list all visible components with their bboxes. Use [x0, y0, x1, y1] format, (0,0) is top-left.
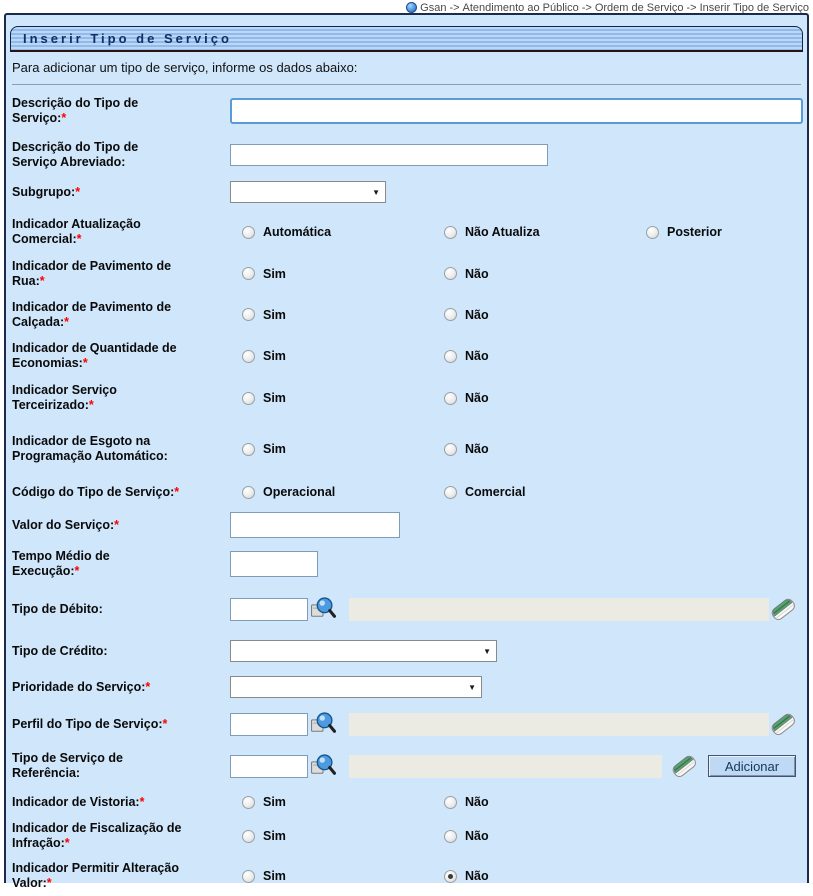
indicador-pavimento-rua-option-1[interactable]	[432, 267, 634, 281]
radio-option-label: Sim	[263, 829, 286, 843]
radio-option-label: Não	[465, 829, 489, 843]
prioridade-servico-label	[12, 680, 230, 695]
form-row-indicador-fiscalizacao-infracao	[12, 816, 803, 856]
radio-button[interactable]	[444, 308, 457, 321]
indicador-pavimento-calcada-controls	[230, 308, 803, 322]
chevron-down-icon: ▼	[372, 187, 380, 197]
breadcrumb-link[interactable]: Atendimento ao Público	[462, 1, 579, 13]
indicador-servico-terceirizado-option-1[interactable]	[432, 391, 634, 405]
radio-option-label: Posterior	[667, 225, 722, 239]
form-row-indicador-esgoto-programacao-automatico	[12, 428, 803, 470]
prioridade-servico-select[interactable]	[230, 676, 482, 698]
radio-button[interactable]	[646, 226, 659, 239]
tempo-medio-execucao-controls	[230, 551, 803, 577]
breadcrumb-link[interactable]: Ordem de Serviço	[594, 1, 684, 13]
label-line: Indicador Permitir Alteração	[12, 861, 179, 876]
magnifier-icon[interactable]	[310, 711, 336, 737]
radio-option-label: Sim	[263, 349, 286, 363]
breadcrumb-separator: ->	[449, 1, 460, 13]
indicador-quantidade-economias-option-0[interactable]	[230, 349, 432, 363]
indicador-servico-terceirizado-controls	[230, 391, 803, 405]
label-line: Tipo de Débito:	[12, 601, 103, 616]
magnifier-icon[interactable]	[310, 753, 336, 779]
indicador-esgoto-programacao-automatico-option-0[interactable]	[230, 442, 432, 456]
indicador-vistoria-controls	[230, 795, 803, 809]
form-row-subgrupo	[12, 177, 803, 207]
eraser-icon[interactable]	[769, 596, 797, 622]
radio-button[interactable]	[444, 267, 457, 280]
indicador-servico-terceirizado-label	[12, 383, 230, 413]
label-line: Indicador Serviço	[12, 383, 117, 398]
tempo-medio-execucao-label	[12, 549, 230, 579]
codigo-tipo-servico-controls	[230, 485, 803, 499]
form-row-descricao-tipo-servico	[12, 89, 803, 133]
radio-button[interactable]	[444, 830, 457, 843]
label-line: Indicador de Fiscalização de	[12, 821, 182, 836]
required-marker: *	[88, 398, 94, 412]
label-line: Indicador Atualização	[12, 217, 141, 232]
radio-option-label: Não Atualiza	[465, 225, 540, 239]
form-row-tipo-credito	[12, 634, 803, 668]
label-line: Execução:	[12, 564, 75, 578]
subgrupo-controls	[230, 181, 803, 203]
chevron-down-icon: ▼	[468, 682, 476, 692]
intro-text: Para adicionar um tipo de serviço, informe os dados abaixo:	[12, 60, 358, 75]
label-line: Código do Tipo de Serviço:	[12, 484, 175, 499]
form-row-indicador-atualizacao-comercial	[12, 211, 803, 253]
label-line: Serviço:	[12, 111, 62, 125]
indicador-permitir-alteracao-valor-option-1[interactable]	[432, 869, 634, 883]
radio-option-label: Automática	[263, 225, 332, 239]
required-marker: *	[174, 484, 180, 499]
indicador-quantidade-economias-option-1[interactable]	[432, 349, 634, 363]
indicador-fiscalizacao-infracao-label	[12, 821, 230, 851]
form	[6, 85, 807, 896]
eraser-icon[interactable]	[769, 711, 797, 737]
indicador-permitir-alteracao-valor-label	[12, 861, 230, 891]
form-row-indicador-servico-terceirizado	[12, 377, 803, 419]
required-marker: *	[75, 184, 81, 199]
codigo-tipo-servico-option-0[interactable]	[230, 485, 432, 499]
label-line: Infração:	[12, 836, 65, 850]
form-row-indicador-quantidade-economias	[12, 335, 803, 377]
label-line: Indicador de Vistoria:	[12, 794, 140, 809]
radio-option-label: Não	[465, 795, 489, 809]
indicador-pavimento-rua-option-0[interactable]	[230, 267, 432, 281]
descricao-tipo-servico-label	[12, 96, 230, 126]
radio-option-label: Operacional	[263, 485, 336, 499]
required-marker: *	[46, 876, 52, 890]
prioridade-servico-controls	[230, 676, 803, 698]
indicador-permitir-alteracao-valor-option-0[interactable]	[230, 869, 432, 883]
form-row-tipo-debito	[12, 590, 803, 628]
required-marker: *	[114, 517, 119, 532]
required-marker: *	[145, 679, 151, 694]
required-marker: *	[64, 314, 69, 329]
label-line: Indicador de Pavimento de	[12, 258, 172, 273]
required-marker: *	[61, 111, 67, 125]
chevron-down-icon: ▼	[483, 646, 491, 656]
label-line: Subgrupo:	[12, 184, 76, 199]
indicador-atualizacao-comercial-option-1[interactable]	[432, 225, 634, 239]
descricao-tipo-servico-input[interactable]	[230, 98, 803, 124]
breadcrumb-separator: ->	[686, 1, 697, 13]
breadcrumb-link[interactable]: Gsan	[420, 1, 447, 13]
radio-option-label: Não	[465, 349, 489, 363]
radio-option-label: Comercial	[465, 485, 526, 499]
indicador-vistoria-label	[12, 795, 230, 810]
breadcrumb-separator: ->	[581, 1, 592, 13]
descricao-tipo-servico-abreviado-input[interactable]	[230, 144, 548, 166]
radio-option-label: Não	[465, 442, 489, 456]
tipo-servico-referencia-code-input[interactable]	[230, 755, 308, 778]
form-row-codigo-tipo-servico	[12, 477, 803, 507]
form-row-indicador-pavimento-calcada	[12, 294, 803, 335]
required-marker: *	[64, 836, 70, 850]
descricao-tipo-servico-abreviado-controls	[230, 144, 803, 166]
tipo-debito-controls	[230, 596, 803, 622]
magnifier-icon[interactable]	[310, 596, 336, 622]
label-line: Serviço Abreviado:	[12, 155, 126, 169]
codigo-tipo-servico-option-1[interactable]	[432, 485, 634, 499]
label-line: Indicador de Quantidade de	[12, 341, 177, 356]
label-line: Referência:	[12, 766, 81, 780]
radio-button[interactable]	[242, 350, 255, 363]
label-line: Perfil do Tipo de Serviço:	[12, 716, 163, 731]
radio-button[interactable]	[444, 392, 457, 405]
breadcrumb-link[interactable]: Inserir Tipo de Serviço	[699, 1, 809, 13]
indicador-permitir-alteracao-valor-controls	[230, 869, 803, 883]
label-line: Valor:	[12, 876, 47, 890]
radio-option-label: Não	[465, 266, 489, 281]
indicador-quantidade-economias-label	[12, 341, 230, 371]
main-panel	[4, 13, 809, 890]
radio-button[interactable]	[242, 392, 255, 405]
form-row-prioridade-servico	[12, 670, 803, 704]
descricao-tipo-servico-controls	[230, 98, 803, 124]
radio-button[interactable]	[444, 443, 457, 456]
radio-button[interactable]	[242, 226, 255, 239]
indicador-fiscalizacao-infracao-option-1[interactable]	[432, 829, 634, 843]
breadcrumb-trail	[406, 2, 809, 14]
form-row-indicador-vistoria	[12, 788, 803, 816]
label-line: Indicador de Pavimento de	[12, 299, 172, 314]
form-row-indicador-pavimento-rua	[12, 253, 803, 294]
radio-button[interactable]	[444, 870, 457, 883]
label-line: Rua:	[12, 273, 40, 288]
indicador-atualizacao-comercial-label	[12, 217, 230, 247]
valor-servico-input[interactable]	[230, 512, 400, 538]
radio-option-label: Sim	[263, 391, 286, 405]
indicador-pavimento-calcada-option-1[interactable]	[432, 308, 634, 322]
radio-option-label: Não	[465, 391, 489, 405]
tipo-debito-label	[12, 602, 230, 617]
label-line: Prioridade do Serviço:	[12, 679, 146, 694]
required-marker: *	[139, 794, 145, 809]
tipo-debito-code-input[interactable]	[230, 598, 308, 621]
form-row-perfil-tipo-servico	[12, 706, 803, 742]
radio-button[interactable]	[242, 443, 255, 456]
panel-titlebar	[10, 26, 803, 52]
indicador-vistoria-option-0[interactable]	[230, 795, 432, 809]
radio-button[interactable]	[444, 226, 457, 239]
breadcrumb	[0, 0, 813, 13]
required-marker: *	[39, 273, 45, 288]
indicador-fiscalizacao-infracao-option-0[interactable]	[230, 829, 432, 843]
label-line: Tempo Médio de	[12, 549, 110, 564]
radio-option-label: Sim	[263, 795, 286, 809]
radio-option-label: Sim	[263, 869, 286, 883]
radio-option-label: Não	[465, 869, 489, 883]
tempo-medio-execucao-input[interactable]	[230, 551, 318, 577]
page-title: Inserir Tipo de Serviço	[23, 31, 232, 46]
valor-servico-label	[12, 518, 230, 533]
form-row-valor-servico	[12, 507, 803, 543]
subgrupo-select[interactable]	[230, 181, 386, 203]
radio-option-label: Sim	[263, 307, 286, 322]
indicador-servico-terceirizado-option-0[interactable]	[230, 391, 432, 405]
indicador-atualizacao-comercial-option-2[interactable]	[634, 225, 813, 239]
tipo-debito-description-field	[349, 598, 769, 621]
eraser-icon[interactable]	[670, 753, 698, 779]
indicador-esgoto-programacao-automatico-controls	[230, 442, 803, 456]
label-line: Calçada:	[12, 314, 65, 329]
label-line: Programação Automático:	[12, 449, 168, 463]
label-line: Comercial:	[12, 232, 77, 246]
descricao-tipo-servico-abreviado-label	[12, 140, 230, 170]
radio-button[interactable]	[444, 796, 457, 809]
form-row-tipo-servico-referencia	[12, 744, 803, 788]
required-marker: *	[82, 356, 88, 370]
radio-button[interactable]	[242, 267, 255, 280]
indicador-atualizacao-comercial-option-0[interactable]	[230, 225, 432, 239]
radio-button[interactable]	[242, 486, 255, 499]
radio-button[interactable]	[444, 350, 457, 363]
radio-button[interactable]	[242, 830, 255, 843]
subgrupo-label	[12, 185, 230, 200]
indicador-pavimento-calcada-label	[12, 300, 230, 330]
radio-option-label: Sim	[263, 442, 286, 456]
form-row-indicador-permitir-alteracao-valor	[12, 856, 803, 896]
gsan-ball-icon	[406, 2, 417, 13]
adicionar-button[interactable]: Adicionar	[708, 755, 796, 777]
indicador-pavimento-calcada-option-0[interactable]	[230, 308, 432, 322]
perfil-tipo-servico-label	[12, 717, 230, 732]
label-line: Descrição do Tipo de	[12, 96, 139, 111]
perfil-tipo-servico-controls	[230, 711, 803, 737]
indicador-quantidade-economias-controls	[230, 349, 803, 363]
indicador-esgoto-programacao-automatico-label	[12, 434, 230, 464]
indicador-esgoto-programacao-automatico-option-1[interactable]	[432, 442, 634, 456]
perfil-tipo-servico-code-input[interactable]	[230, 713, 308, 736]
radio-button[interactable]	[444, 486, 457, 499]
indicador-vistoria-option-1[interactable]	[432, 795, 634, 809]
tipo-credito-label	[12, 644, 230, 659]
label-line: Indicador de Esgoto na	[12, 434, 151, 449]
indicador-pavimento-rua-label	[12, 259, 230, 289]
tipo-servico-referencia-label	[12, 751, 230, 781]
tipo-credito-controls	[230, 640, 803, 662]
required-marker: *	[74, 564, 80, 578]
required-marker: *	[76, 232, 82, 246]
valor-servico-controls	[230, 512, 803, 538]
label-line: Economias:	[12, 356, 83, 370]
label-line: Valor do Serviço:	[12, 517, 115, 532]
tipo-servico-referencia-controls	[230, 753, 803, 779]
label-line: Descrição do Tipo de	[12, 140, 139, 155]
codigo-tipo-servico-label	[12, 485, 230, 500]
radio-button[interactable]	[242, 308, 255, 321]
radio-option-label: Não	[465, 307, 489, 322]
form-row-tempo-medio-execucao	[12, 543, 803, 585]
indicador-atualizacao-comercial-controls	[230, 225, 803, 239]
indicador-fiscalizacao-infracao-controls	[230, 829, 803, 843]
radio-option-label: Sim	[263, 266, 286, 281]
radio-button[interactable]	[242, 796, 255, 809]
form-row-descricao-tipo-servico-abreviado	[12, 133, 803, 177]
perfil-tipo-servico-description-field	[349, 713, 769, 736]
label-line: Tipo de Serviço de	[12, 751, 123, 766]
label-line: Terceirizado:	[12, 398, 89, 412]
tipo-servico-referencia-description-field	[349, 755, 662, 778]
radio-button[interactable]	[242, 870, 255, 883]
label-line: Tipo de Crédito:	[12, 643, 108, 658]
required-marker: *	[162, 716, 168, 731]
tipo-credito-select[interactable]	[230, 640, 497, 662]
indicador-pavimento-rua-controls	[230, 267, 803, 281]
